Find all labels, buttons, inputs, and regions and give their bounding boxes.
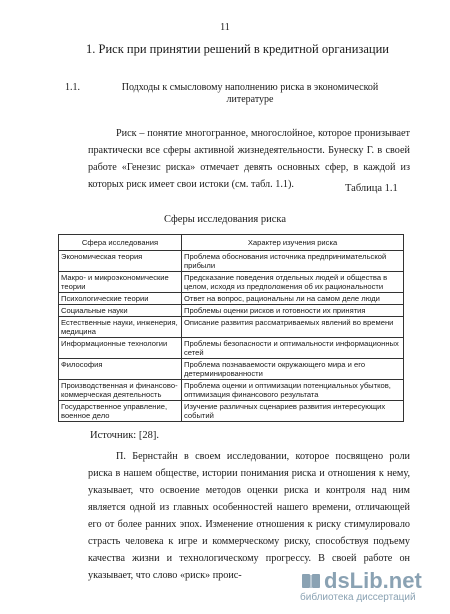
cell-character: Описание развития рассматриваемых явлений во времени xyxy=(182,317,404,338)
table-row xyxy=(59,251,404,272)
table-row xyxy=(59,317,404,338)
watermark-tagline: библиотека диссертаций xyxy=(300,592,416,603)
table-row xyxy=(59,293,404,305)
table-row xyxy=(59,401,404,422)
table-label: Таблица 1.1 xyxy=(345,183,398,194)
cell-character: Проблема познаваемости окружающего мира и его детерминированности xyxy=(182,359,404,380)
cell-sphere: Психологические теории xyxy=(59,293,182,305)
cell-character: Проблема оценки и оптимизации потенциальных убытков, оптимизация финансового результата xyxy=(182,380,404,401)
cell-sphere: Информационные технологии xyxy=(59,338,182,359)
table-header-row xyxy=(59,235,404,251)
table-caption: Сферы исследования риска xyxy=(164,214,286,225)
table-row xyxy=(59,305,404,317)
table-row xyxy=(59,380,404,401)
watermark xyxy=(300,568,422,603)
table-source: Источник: [28]. xyxy=(90,430,159,441)
watermark-logo xyxy=(300,568,422,594)
cell-sphere: Философия xyxy=(59,359,182,380)
header-sphere: Сфера исследования xyxy=(59,235,182,251)
cell-sphere: Производственная и финансово-коммерческая деятельность xyxy=(59,380,182,401)
table-row xyxy=(59,359,404,380)
chapter-heading: 1. Риск при принятии решений в кредитной организации xyxy=(86,42,389,56)
paragraph-bernstein: П. Бернстайн в своем исследовании, которое посвящено роли риска в нашем обществе, истории понимания риска и отношения к нему, указывает, что освоение методов оценки риска и контроля над ним является одной из главных особенностей нашего времени, отличающей его от более ранних эпох. Изменение отношения к риску стимулировало страсть человека к игре и коммерческому риску, способствуя подъему качества жизни и технологическому прогрессу. В своей работе он указывает, что слово «риск» проис- xyxy=(88,451,410,581)
book-icon xyxy=(300,570,322,592)
cell-sphere: Экономическая теория xyxy=(59,251,182,272)
cell-sphere: Естественные науки, инженерия, медицина xyxy=(59,317,182,338)
cell-character: Изучение различных сценариев развития интересующих событий xyxy=(182,401,404,422)
section-title: Подходы к смысловому наполнению риска в экономической литературе xyxy=(121,82,379,105)
cell-sphere: Макро- и микроэкономические теории xyxy=(59,272,182,293)
cell-sphere: Социальные науки xyxy=(59,305,182,317)
page-number: 11 xyxy=(220,22,230,33)
section-number: 1.1. xyxy=(65,82,80,93)
cell-sphere: Государственное управление, военное дело xyxy=(59,401,182,422)
cell-character: Проблема обоснования источника предпринимательской прибыли xyxy=(182,251,404,272)
cell-character: Ответ на вопрос, рациональны ли на самом деле люди xyxy=(182,293,404,305)
table-row xyxy=(59,338,404,359)
cell-character: Предсказание поведения отдельных людей и общества в целом, исходя из предположения об их рациональности xyxy=(182,272,404,293)
cell-character: Проблемы оценки рисков и готовности их принятия xyxy=(182,305,404,317)
paragraph-intro: Риск – понятие многогранное, многослойное, которое пронизывает практически все сферы активной жизнедеятельности. Бунеску Г. в своей работе «Генезис риска» отмечает девять основных сфер, в каждой из которых риск имеет свои истоки (см. табл. 1.1). xyxy=(88,128,410,190)
risk-spheres-table xyxy=(58,234,404,422)
header-character: Характер изучения риска xyxy=(182,235,404,251)
table-row xyxy=(59,272,404,293)
watermark-site: dsLib.net xyxy=(324,568,422,593)
cell-character: Проблемы безопасности и оптимальности информационных сетей xyxy=(182,338,404,359)
